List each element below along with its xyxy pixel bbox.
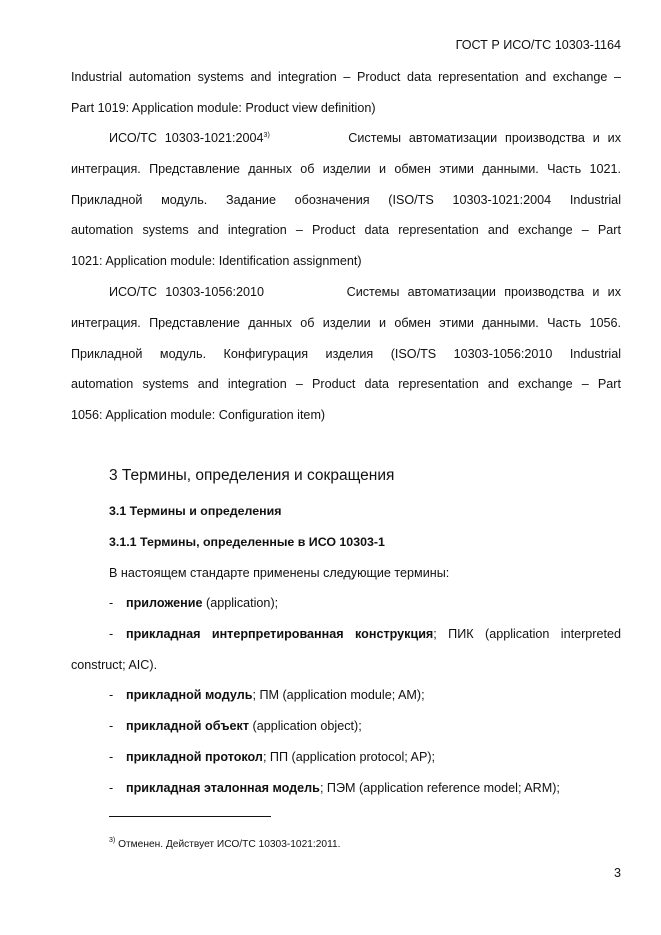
reference-line: 1056: Application module: Configuration item) xyxy=(71,408,326,423)
term-item xyxy=(109,750,621,764)
reference-line: интеграция. Представление данных об изделии и обмен этими данными. Часть 1056. xyxy=(71,315,621,330)
term-gloss: ; ПМ (application module; AM); xyxy=(252,688,425,702)
page-number: 3 xyxy=(613,866,621,880)
dash-marker: - xyxy=(109,596,114,610)
term-line: construct; AIC). xyxy=(71,657,158,672)
reference-code: ИСО/ТС 10303-1056:2010 xyxy=(109,285,264,299)
reference-line: ИСО/ТС 10303-1021:2004$^{3)}$ Системы автоматизации производства и их xyxy=(109,131,621,145)
term-name: приложение xyxy=(126,596,203,610)
reference-line: automation systems and integration – Product data representation and exchange – Part xyxy=(71,223,621,238)
reference-line: 1021: Application module: Identification assignment) xyxy=(71,254,362,269)
term-gloss: ; ПИК (application interpreted xyxy=(433,627,621,641)
reference-line: Прикладной модуль. Конфигурация изделия (ISO/TS 10303-1056:2010 Industrial xyxy=(71,346,621,361)
dash-marker: - xyxy=(109,750,114,764)
term-name: прикладная эталонная модель xyxy=(126,781,320,795)
term-name: прикладной объект xyxy=(126,719,249,733)
term-item xyxy=(71,619,621,681)
term-item xyxy=(109,781,621,795)
intro-line: Part 1019: Application module: Product view definition) xyxy=(71,100,376,115)
reference-line: Прикладной модуль. Задание обозначения (ISO/TS 10303-1021:2004 Industrial xyxy=(71,192,621,207)
footnote-mark: 3) xyxy=(263,132,270,139)
term-item xyxy=(109,719,621,733)
term-gloss: ; ПЭМ (application reference model; ARM); xyxy=(319,781,560,795)
reference-code: ИСО/ТС 10303-1021:2004$^{3)}$ xyxy=(109,131,270,145)
footnote xyxy=(109,839,340,850)
reference-line: ИСО/ТС 10303-1056:2010 Системы автоматизации производства и их xyxy=(109,285,621,299)
dash-marker: - xyxy=(109,781,114,795)
term-name: прикладная интерпретированная конструкция xyxy=(126,627,434,641)
terms-intro: В настоящем стандарте применены следующие термины: xyxy=(109,566,450,580)
dash-marker: - xyxy=(109,627,114,641)
term-name: прикладной протокол xyxy=(126,750,263,764)
section-title: 3 Термины, определения и сокращения xyxy=(109,467,395,484)
term-gloss: ; ПП (application protocol; AP); xyxy=(262,750,436,764)
term-item xyxy=(109,688,621,702)
term-line xyxy=(71,619,621,650)
reference-line: интеграция. Представление данных об изделии и обмен этими данными. Часть 1021. xyxy=(71,161,621,176)
footnote-separator xyxy=(109,816,271,817)
term-gloss: (application object); xyxy=(249,719,362,733)
reference-line: automation systems and integration – Product data representation and exchange – Part xyxy=(71,377,621,392)
reference-1056 xyxy=(71,277,621,431)
intro-line: Industrial automation systems and integration – Product data representation and exchange – xyxy=(71,70,621,84)
subsection-title: 3.1 Термины и определения xyxy=(109,504,282,518)
intro-paragraph xyxy=(71,62,621,124)
term-item xyxy=(109,596,621,610)
reference-1021 xyxy=(71,123,621,277)
dash-marker: - xyxy=(109,688,114,702)
term-gloss: (application); xyxy=(202,596,279,610)
subsubsection-title: 3.1.1 Термины, определенные в ИСО 10303-1 xyxy=(109,535,385,549)
footnote-text: Отменен. Действует ИСО/ТС 10303-1021:2011. xyxy=(115,839,341,850)
footnote-mark: 3) xyxy=(109,837,116,844)
dash-marker: - xyxy=(109,719,114,733)
term-name: прикладной модуль xyxy=(126,688,253,702)
page-header: ГОСТ Р ИСО/ТС 10303-1164 xyxy=(455,38,621,52)
